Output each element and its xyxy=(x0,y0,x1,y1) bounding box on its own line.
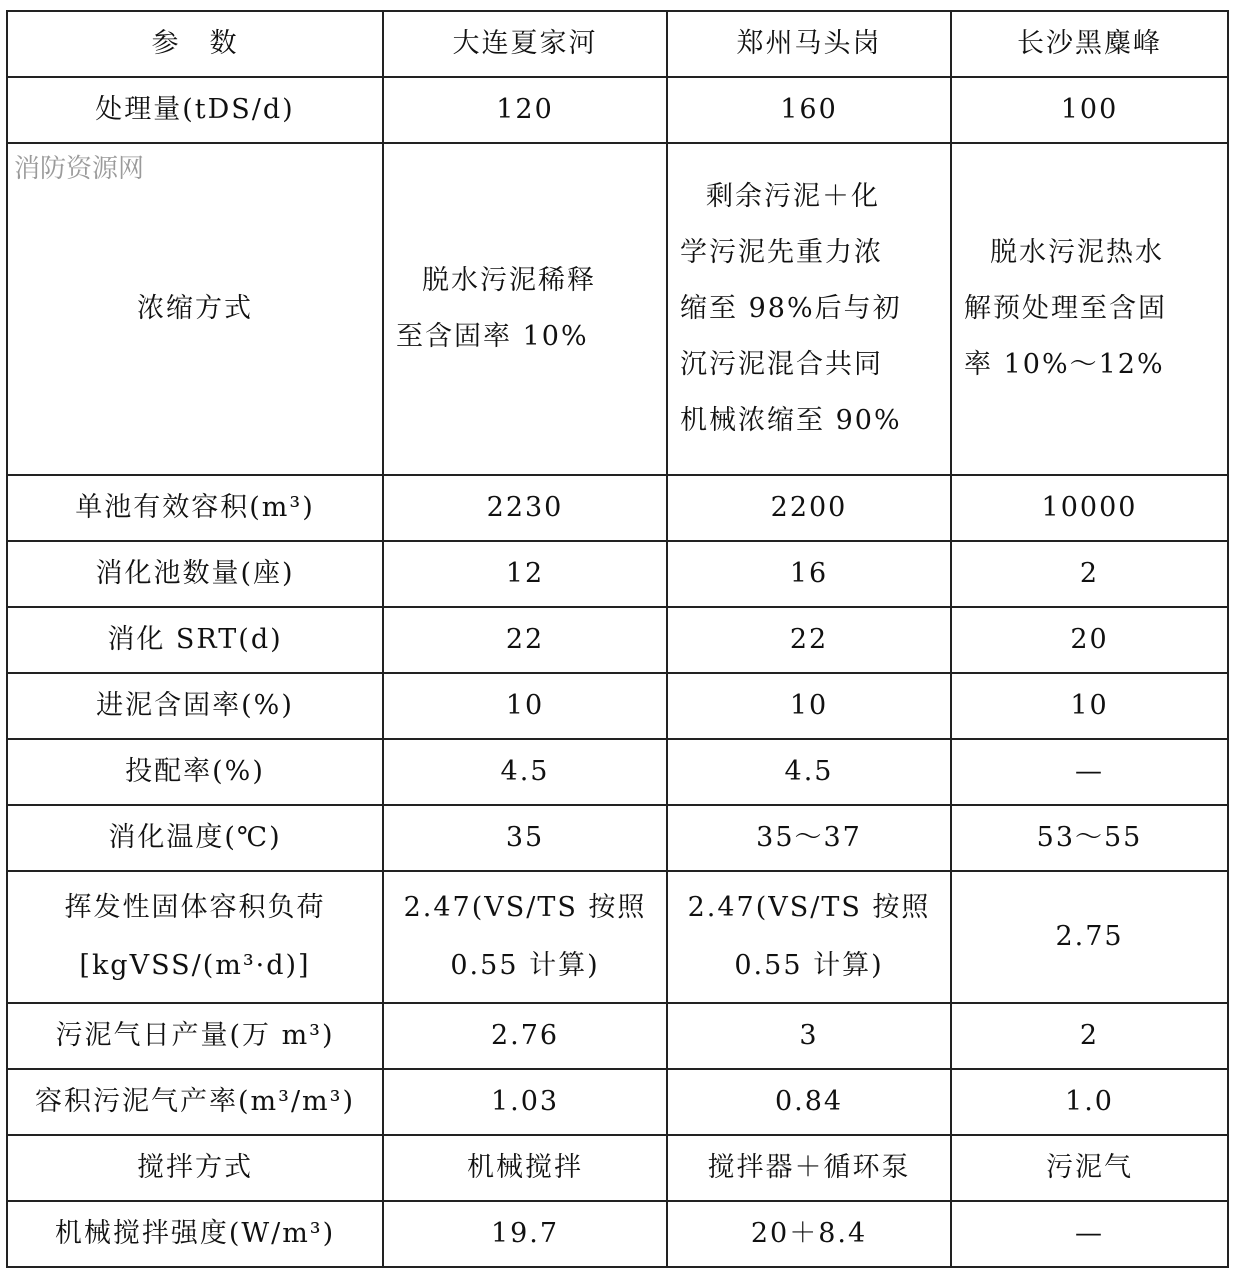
cell: 2.76 xyxy=(383,1003,667,1069)
cell: 20＋8.4 xyxy=(667,1201,951,1267)
cell: 10 xyxy=(383,673,667,739)
cell xyxy=(667,871,951,1003)
table-row xyxy=(7,805,1228,871)
cell-line: 解预处理至含固 xyxy=(964,293,1167,324)
table-row xyxy=(7,739,1228,805)
cell xyxy=(951,143,1228,475)
cell: 120 xyxy=(383,77,667,143)
row-label: 消化池数量(座) xyxy=(7,541,383,607)
cell: 污泥气 xyxy=(951,1135,1228,1201)
cell: 10 xyxy=(667,673,951,739)
cell-line: 脱水污泥稀释 xyxy=(422,265,596,296)
table-row xyxy=(7,673,1228,739)
cell: 4.5 xyxy=(383,739,667,805)
row-label: 投配率(%) xyxy=(7,739,383,805)
row-label: 浓缩方式 xyxy=(7,143,383,475)
row-label xyxy=(7,871,383,1003)
row-label: 机械搅拌强度(W/m³) xyxy=(7,1201,383,1267)
cell: 1.0 xyxy=(951,1069,1228,1135)
cell xyxy=(667,143,951,475)
cell: 22 xyxy=(667,607,951,673)
cell-line: 2.47(VS/TS 按照 xyxy=(687,892,931,923)
row-label-line: [kgVSS/(m³·d)] xyxy=(79,950,311,981)
cell: 10000 xyxy=(951,475,1228,541)
table-row xyxy=(7,607,1228,673)
row-label: 污泥气日产量(万 m³) xyxy=(7,1003,383,1069)
row-label: 消化温度(℃) xyxy=(7,805,383,871)
table-row xyxy=(7,475,1228,541)
cell: 19.7 xyxy=(383,1201,667,1267)
table-row xyxy=(7,871,1228,1003)
row-label: 单池有效容积(m³) xyxy=(7,475,383,541)
cell-line: 沉污泥混合共同 xyxy=(680,349,883,380)
row-label: 处理量(tDS/d) xyxy=(7,77,383,143)
cell: 2.75 xyxy=(951,871,1228,1003)
cell: 3 xyxy=(667,1003,951,1069)
table-row xyxy=(7,1003,1228,1069)
watermark: 消防资源网 xyxy=(14,154,145,184)
cell: 2230 xyxy=(383,475,667,541)
cell: 35 xyxy=(383,805,667,871)
cell: 20 xyxy=(951,607,1228,673)
cell: 机械搅拌 xyxy=(383,1135,667,1201)
cell: 2 xyxy=(951,1003,1228,1069)
row-label: 消化 SRT(d) xyxy=(7,607,383,673)
cell xyxy=(383,143,667,475)
table-row xyxy=(7,1135,1228,1201)
table-row xyxy=(7,1069,1228,1135)
cell: 160 xyxy=(667,77,951,143)
cell xyxy=(383,871,667,1003)
header-dalian-xiajiahe: 大连夏家河 xyxy=(383,11,667,77)
table-row xyxy=(7,143,1228,475)
cell: 4.5 xyxy=(667,739,951,805)
cell: 2 xyxy=(951,541,1228,607)
cell-line: 0.55 计算) xyxy=(734,950,884,981)
row-label: 搅拌方式 xyxy=(7,1135,383,1201)
cell: 35～37 xyxy=(667,805,951,871)
cell: 0.84 xyxy=(667,1069,951,1135)
cell: 12 xyxy=(383,541,667,607)
cell: 2200 xyxy=(667,475,951,541)
header-changsha-heimifeng: 长沙黑麋峰 xyxy=(951,11,1228,77)
cell: 53～55 xyxy=(951,805,1228,871)
header-parameter: 参 数 xyxy=(7,11,383,77)
row-label: 容积污泥气产率(m³/m³) xyxy=(7,1069,383,1135)
cell: — xyxy=(951,739,1228,805)
table-row xyxy=(7,541,1228,607)
cell: 10 xyxy=(951,673,1228,739)
table-row xyxy=(7,77,1228,143)
cell-line: 脱水污泥热水 xyxy=(990,237,1164,268)
cell-line: 剩余污泥＋化 xyxy=(706,181,880,212)
header-row xyxy=(7,11,1228,77)
cell-line: 缩至 98%后与初 xyxy=(680,293,902,324)
row-label: 进泥含固率(%) xyxy=(7,673,383,739)
cell-line: 2.47(VS/TS 按照 xyxy=(403,892,647,923)
cell: 22 xyxy=(383,607,667,673)
table-row xyxy=(7,1201,1228,1267)
cell-line: 率 10%～12% xyxy=(964,349,1165,380)
cell: 16 xyxy=(667,541,951,607)
row-label-line: 挥发性固体容积负荷 xyxy=(64,892,326,923)
cell-line: 机械浓缩至 90% xyxy=(680,405,902,436)
cell: 100 xyxy=(951,77,1228,143)
cell: — xyxy=(951,1201,1228,1267)
cell: 1.03 xyxy=(383,1069,667,1135)
header-zhengzhou-matougang: 郑州马头岗 xyxy=(667,11,951,77)
cell-line: 至含固率 10% xyxy=(396,321,589,352)
cell-line: 0.55 计算) xyxy=(450,950,600,981)
sludge-digestion-parameters-table xyxy=(6,10,1229,1268)
cell-line: 学污泥先重力浓 xyxy=(680,237,883,268)
cell: 搅拌器＋循环泵 xyxy=(667,1135,951,1201)
